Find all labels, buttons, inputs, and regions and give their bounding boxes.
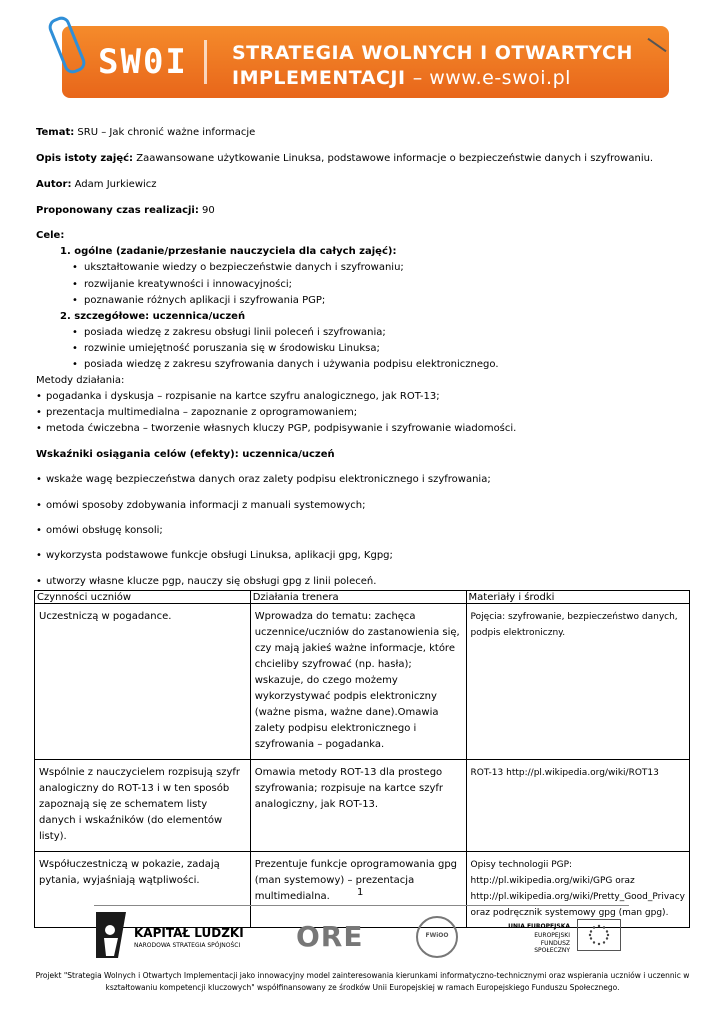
column-header: Materiały i środki xyxy=(466,591,689,604)
description-line: Opis istoty zajęć: Zaawansowane użytkowanie Linuksa, podstawowe informacje o bezpieczeństwie danych i szyfrowaniu. xyxy=(36,153,654,164)
list-item: • wskaże wagę bezpieczeństwa danych oraz zalety podpisu elektronicznego i szyfrowania; xyxy=(36,474,491,485)
table-cell: Pojęcia: szyfrowanie, bezpieczeństwo danych, podpis elektroniczny. xyxy=(466,604,689,760)
table-row xyxy=(35,760,690,852)
table-cell: Uczestniczą w pogadance. xyxy=(35,604,251,760)
goals-heading: Cele: xyxy=(36,230,65,241)
list-item: • poznawanie różnych aplikacji i szyfrowania PGP; xyxy=(72,295,325,306)
banner-title-line1: STRATEGIA WOLNYCH I OTWARTYCH xyxy=(232,42,633,64)
table-cell[interactable]: ROT-13 http://pl.wikipedia.org/wiki/ROT13 xyxy=(466,760,689,852)
list-item: • rozwijanie kreatywności i innowacyjności; xyxy=(72,279,292,290)
column-header: Czynności uczniów xyxy=(35,591,251,604)
list-item: • wykorzysta podstawowe funkcje obsługi Linuksa, aplikacji gpg, Kgpg; xyxy=(36,550,393,561)
table-cell: Współuczestniczą w pokazie, zadają pytania, wyjaśniają wątpliwości. xyxy=(35,852,251,928)
footer-divider xyxy=(94,905,629,906)
goal2-title: 2. szczegółowe: uczennica/uczeń xyxy=(60,311,246,322)
list-item: • pogadanka i dyskusja – rozpisanie na kartce szyfru analogicznego, jak ROT-13; xyxy=(36,391,440,402)
table-cell: Wprowadza do tematu: zachęca uczennice/uczniów do zastanowienia się, czy mają jakieś ważne informacje, które chcieliby szyfrować (np. hasła); wskazuje, do czego możemy wykorzystywać podpis elektroniczny (ważne pisma, ważne dane).Omawia zalety podpisu elektronicznego i szyfrowania – pogadanka. xyxy=(250,604,466,760)
table-cell: Omawia metody ROT-13 dla prostego szyfrowania; rozpisuje na kartce szyfr analogiczny, jak ROT-13. xyxy=(250,760,466,852)
methods-heading: Metody działania: xyxy=(36,375,125,386)
goal1-title: 1. ogólne (zadanie/przesłanie nauczyciela dla całych zajęć): xyxy=(60,246,397,257)
kapital-ludzki-subtitle: NARODOWA STRATEGIA SPÓJNOŚCI xyxy=(134,942,241,949)
author-line: Autor: Adam Jurkiewicz xyxy=(36,179,157,190)
column-header: Działania trenera xyxy=(250,591,466,604)
fwioo-stamp-logo: FWiOO xyxy=(416,916,458,958)
header-banner xyxy=(62,26,669,98)
time-line: Proponowany czas realizacji: 90 xyxy=(36,205,215,216)
table-row xyxy=(35,604,690,760)
page-number: 1 xyxy=(357,887,364,898)
banner-url[interactable]: – www.e-swoi.pl xyxy=(412,67,571,89)
list-item: • posiada wiedzę z zakresu szyfrowania danych i używania podpisu elektronicznego. xyxy=(72,359,499,370)
list-item: • ukształtowanie wiedzy o bezpieczeństwie danych i szyfrowaniu; xyxy=(72,262,404,273)
swoi-logo: SW0I xyxy=(98,42,188,82)
table-cell: Wspólnie z nauczycielem rozpisują szyfr analogiczny do ROT-13 i w ten sposób zapoznają się ze schematem listy danych i wskaźników (do elementów listy). xyxy=(35,760,251,852)
indicators-heading: Wskaźniki osiągania celów (efekty): uczennica/uczeń xyxy=(36,449,335,460)
list-item: • omówi obsługę konsoli; xyxy=(36,525,163,536)
eu-label: UNIA EUROPEJSKA xyxy=(508,923,570,930)
banner-title-line2: IMPLEMENTACJI – www.e-swoi.pl xyxy=(232,67,571,89)
table-header-row xyxy=(35,591,690,604)
eu-label: FUNDUSZ SPOŁECZNY xyxy=(534,940,570,954)
topic-line: Temat: SRU – Jak chronić ważne informacje xyxy=(36,127,256,138)
footer-note: Projekt "Strategia Wolnych i Otwartych Implementacji jako innowacyjny model zainteresowania kierunkami informatyczno-technicznymi oraz wspierania uczniów i uczennic w kształtowaniu kompetencji kluczowych" współfinansowany ze środków Unii Europejskiej w ramach Europejskiego Funduszu Społecznego. xyxy=(35,971,690,992)
list-item: • rozwinie umiejętność poruszania się w środowisku Linuksa; xyxy=(72,343,380,354)
list-item: • prezentacja multimedialna – zapoznanie z oprogramowaniem; xyxy=(36,407,357,418)
ore-logo: ORE xyxy=(296,920,364,953)
table-cell[interactable]: Opisy technologii PGP: http://pl.wikipedia.org/wiki/GPG oraz http://pl.wikipedia.org/wiki/Pretty_Good_Privacy oraz podręcznik systemowy gpg (man gpg). xyxy=(466,852,689,928)
list-item: • omówi sposoby zdobywania informacji z manuali systemowych; xyxy=(36,500,365,511)
eu-flag-icon xyxy=(577,919,621,951)
table-cell: Prezentuje funkcje oprogramowania gpg (man systemowy) – prezentacja multimedialna. xyxy=(250,852,466,928)
list-item: • utworzy własne klucze pgp, nauczy się obsługi gpg z linii poleceń. xyxy=(36,576,376,587)
activities-table xyxy=(34,590,690,928)
logo-divider xyxy=(204,40,207,84)
list-item: • posiada wiedzę z zakresu obsługi linii poleceń i szyfrowania; xyxy=(72,327,386,338)
kapital-ludzki-title: KAPITAŁ LUDZKI xyxy=(134,926,244,940)
kapital-ludzki-logo xyxy=(96,912,126,958)
eu-label: EUROPEJSKI xyxy=(534,932,570,939)
list-item: • metoda ćwiczebna – tworzenie własnych kluczy PGP, podpisywanie i szyfrowanie wiadomości. xyxy=(36,423,516,434)
